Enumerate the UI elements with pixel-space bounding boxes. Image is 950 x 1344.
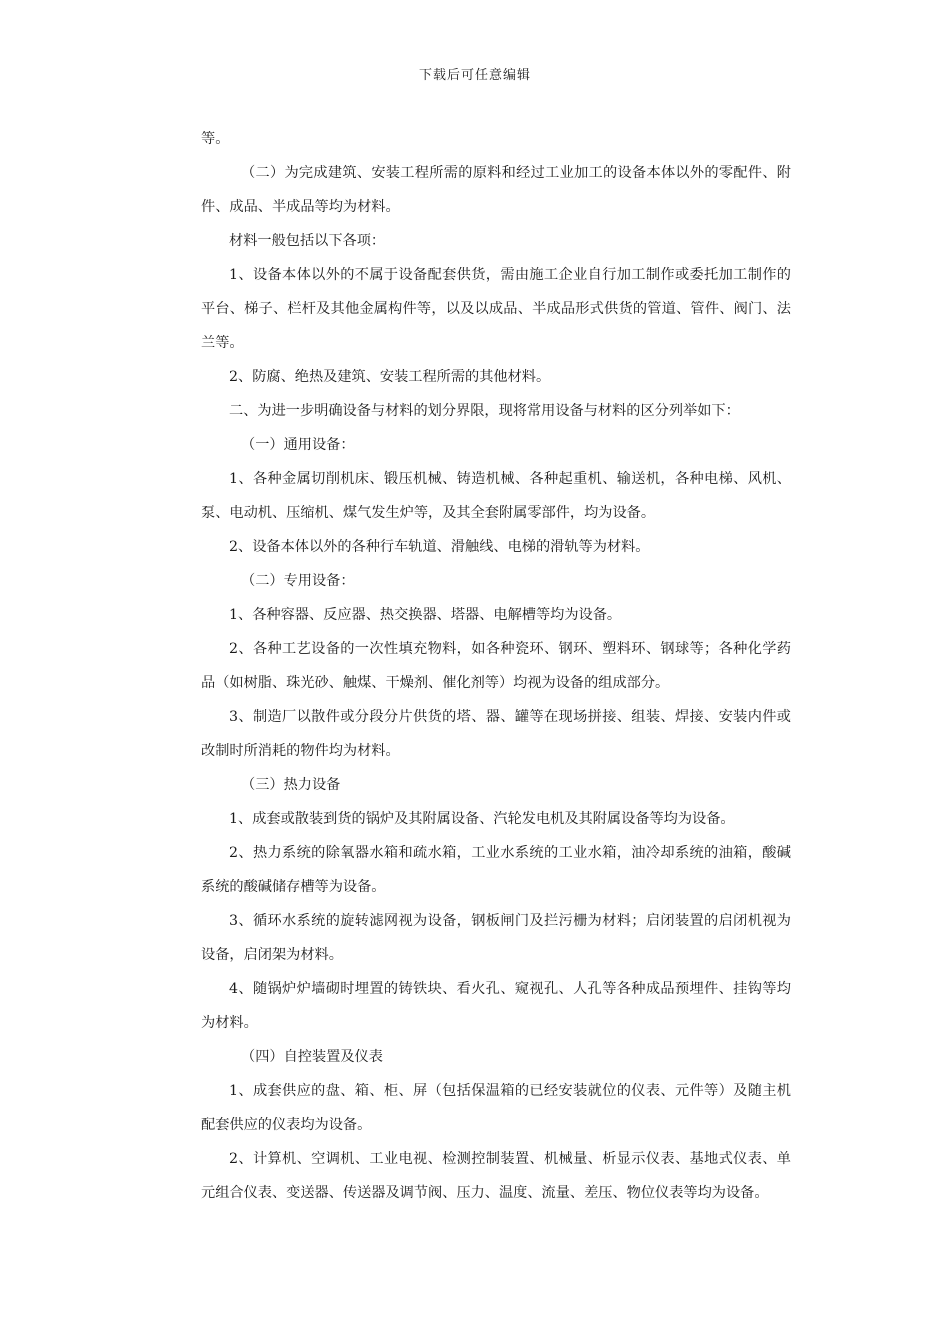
paragraph-6: 二、为进一步明确设备与材料的划分界限，现将常用设备与材料的区分列举如下：	[229, 403, 740, 419]
paragraph-5: 2、防腐、绝热及建筑、安装工程所需的其他材料。	[229, 369, 551, 385]
paragraph-19: （四）自控装置及仪表	[241, 1049, 383, 1065]
paragraph-4: 1、设备本体以外的不属于设备配套供货，需由施工企业自行加工制作或委托加工制作的平台、梯子、栏杆及其他金属构件等，以及以成品、半成品形式供货的管道、管件、阀门、法兰等。	[201, 267, 791, 351]
paragraph-9: 2、设备本体以外的各种行车轨道、滑触线、电梯的滑轨等为材料。	[229, 539, 650, 555]
paragraph-2: （二）为完成建筑、安装工程所需的原料和经过工业加工的设备本体以外的零配件、附件、成品、半成品等均为材料。	[201, 165, 791, 215]
paragraph-15: 1、成套或散装到货的锅炉及其附属设备、汽轮发电机及其附属设备等均为设备。	[229, 811, 735, 827]
paragraph-10: （二）专用设备：	[241, 573, 355, 589]
paragraph-18: 4、随锅炉炉墙砌时埋置的铸铁块、看火孔、窥视孔、人孔等各种成品预埋件、挂钩等均为材料。	[201, 981, 791, 1031]
paragraph-7: （一）通用设备：	[241, 437, 355, 453]
paragraph-16: 2、热力系统的除氧器水箱和疏水箱，工业水系统的工业水箱，油冷却系统的油箱，酸碱系统的酸碱储存槽等为设备。	[201, 845, 791, 895]
page-header: 下载后可任意编辑	[418, 68, 531, 83]
paragraph-8: 1、各种金属切削机床、锻压机械、铸造机械、各种起重机、输送机，各种电梯、风机、泵、电动机、压缩机、煤气发生炉等，及其全套附属零部件，均为设备。	[201, 471, 791, 521]
paragraph-17: 3、循环水系统的旋转滤网视为设备，钢板闸门及拦污栅为材料；启闭装置的启闭机视为设备，启闭架为材料。	[201, 913, 791, 963]
paragraph-11: 1、各种容器、反应器、热交换器、塔器、电解槽等均为设备。	[229, 607, 622, 623]
document-body	[201, 122, 791, 1210]
paragraph-13: 3、制造厂以散件或分段分片供货的塔、器、罐等在现场拼接、组装、焊接、安装内件或改制时所消耗的物件均为材料。	[201, 709, 791, 759]
paragraph-21: 2、计算机、空调机、工业电视、检测控制装置、机械量、析显示仪表、基地式仪表、单元组合仪表、变送器、传送器及调节阀、压力、温度、流量、差压、物位仪表等均为设备。	[201, 1151, 791, 1201]
paragraph-3: 材料一般包括以下各项：	[229, 233, 386, 249]
paragraph-20: 1、成套供应的盘、箱、柜、屏（包括保温箱的已经安装就位的仪表、元件等）及随主机配套供应的仪表均为设备。	[201, 1083, 791, 1133]
paragraph-14: （三）热力设备	[241, 777, 341, 793]
paragraph-12: 2、各种工艺设备的一次性填充物料，如各种瓷环、钢环、塑料环、钢球等；各种化学药品（如树脂、珠光砂、触煤、干燥剂、催化剂等）均视为设备的组成部分。	[201, 641, 791, 691]
paragraph-1: 等。	[201, 131, 230, 147]
